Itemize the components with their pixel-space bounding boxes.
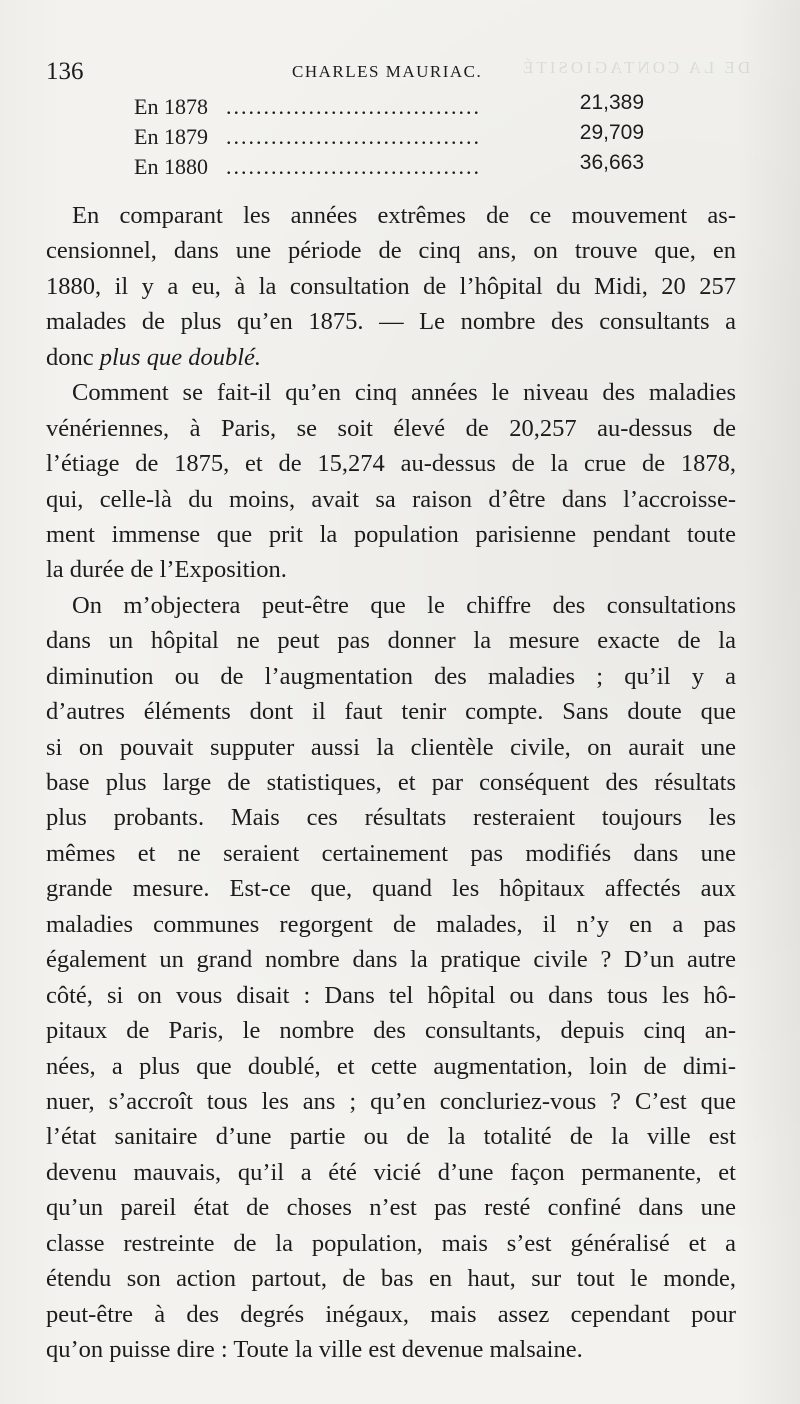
stat-leader-dots: .................................. bbox=[226, 154, 481, 179]
text-line: En comparant les années extrêmes de ce mouvement as- bbox=[72, 202, 736, 229]
text-line: ment immense que prit la population parisienne pendant toute bbox=[46, 520, 736, 548]
stat-leader-dots: .................................. bbox=[226, 94, 481, 119]
body-text bbox=[46, 198, 736, 1367]
running-title: CHARLES MAURIAC. bbox=[292, 62, 483, 81]
text-line: 1880, il y a eu, à la consultation de l’hôpital du Midi, 20 257 bbox=[46, 272, 736, 300]
text-line: diminution ou de l’augmentation des maladies ; qu’il y a bbox=[46, 662, 736, 690]
text-line: classe restreinte de la population, mais s’est généralisé et a bbox=[46, 1229, 736, 1257]
text-line: d’autres éléments dont il faut tenir compte. Sans doute que bbox=[46, 698, 736, 726]
text-line: qu’un pareil état de choses n’est pas resté confiné dans une bbox=[46, 1194, 736, 1222]
text-line: On m’objectera peut-être que le chiffre des consultations bbox=[72, 591, 736, 619]
text-line: malades de plus qu’en 1875. — Le nombre des consultants a bbox=[46, 308, 736, 336]
text-line: base plus large de statistiques, et par conséquent des résultats bbox=[46, 769, 736, 796]
emphasized-text: plus que doublé. bbox=[99, 343, 262, 371]
stat-row-1879 bbox=[134, 122, 644, 152]
stat-value: 29,709 bbox=[579, 121, 644, 144]
text-line: la durée de l’Exposition. bbox=[46, 556, 287, 584]
text-line: Comment se fait-il qu’en cinq années le niveau des maladies bbox=[72, 379, 736, 407]
text-line: pitaux de Paris, le nombre des consultants, depuis cinq an- bbox=[46, 1017, 736, 1045]
text-line: censionnel, dans une période de cinq ans, on trouve que, en bbox=[46, 237, 736, 265]
text-line: devenu mauvais, qu’il a été vicié d’une façon permanente, et bbox=[46, 1158, 736, 1186]
text-line: peut-être à des degrés inégaux, mais assez cependant pour bbox=[46, 1300, 736, 1328]
text-line: côté, si on vous disait : Dans tel hôpital ou dans tous les hô- bbox=[46, 981, 736, 1009]
text-line: vénériennes, à Paris, se soit élevé de 20,257 au-dessus de bbox=[46, 414, 736, 442]
stat-value: 36,663 bbox=[579, 151, 644, 174]
stat-row-1878 bbox=[134, 92, 644, 122]
running-head bbox=[46, 58, 746, 88]
paragraph-3 bbox=[46, 588, 736, 1368]
text-line: plus probants. Mais ces résultats resteraient toujours les bbox=[46, 804, 736, 832]
text-line: dans un hôpital ne peut pas donner la mesure exacte de la bbox=[46, 627, 736, 655]
stat-row-1880 bbox=[134, 152, 644, 182]
stat-year-label: En 1880 bbox=[134, 154, 208, 179]
stat-year-label: En 1879 bbox=[134, 124, 208, 149]
text-line: mêmes et ne seraient certainement pas modifiés dans une bbox=[46, 839, 736, 867]
text-line: étendu son action partout, de bas en haut, sur tout le monde, bbox=[46, 1265, 736, 1293]
stat-leader-dots: .................................. bbox=[226, 124, 481, 149]
text-line bbox=[46, 340, 736, 375]
text-fragment: donc bbox=[46, 343, 100, 371]
stat-value: 21,389 bbox=[579, 91, 644, 114]
text-line: qui, celle-là du moins, avait sa raison d’être dans l’accroisse- bbox=[46, 485, 736, 513]
text-line: qu’on puisse dire : Toute la ville est devenue malsaine. bbox=[46, 1336, 583, 1363]
paragraph-2 bbox=[46, 375, 736, 588]
text-line: également un grand nombre dans la pratique civile ? D’un autre bbox=[46, 946, 736, 974]
show-through-text: DE LA CONTAGIOSITÉ bbox=[519, 58, 750, 77]
text-line: si on pouvait supputer aussi la clientèle civile, on aurait une bbox=[46, 733, 736, 761]
text-line: grande mesure. Est-ce que, quand les hôpitaux affectés aux bbox=[46, 875, 736, 903]
text-line: l’état sanitaire d’une partie ou de la totalité de la ville est bbox=[46, 1123, 736, 1151]
text-line: maladies communes regorgent de malades, il n’y en a pas bbox=[46, 910, 736, 938]
page-number: 136 bbox=[46, 58, 84, 85]
text-line: l’étiage de 1875, et de 15,274 au-dessus de la crue de 1878, bbox=[46, 450, 736, 478]
stat-year-label: En 1878 bbox=[134, 94, 208, 119]
text-line: nées, a plus que doublé, et cette augmentation, loin de dimi- bbox=[46, 1052, 736, 1080]
text-line: nuer, s’accroît tous les ans ; qu’en concluriez-vous ? C’est que bbox=[46, 1087, 736, 1115]
paragraph-1 bbox=[46, 198, 736, 375]
consultation-statistics-table bbox=[134, 92, 644, 182]
